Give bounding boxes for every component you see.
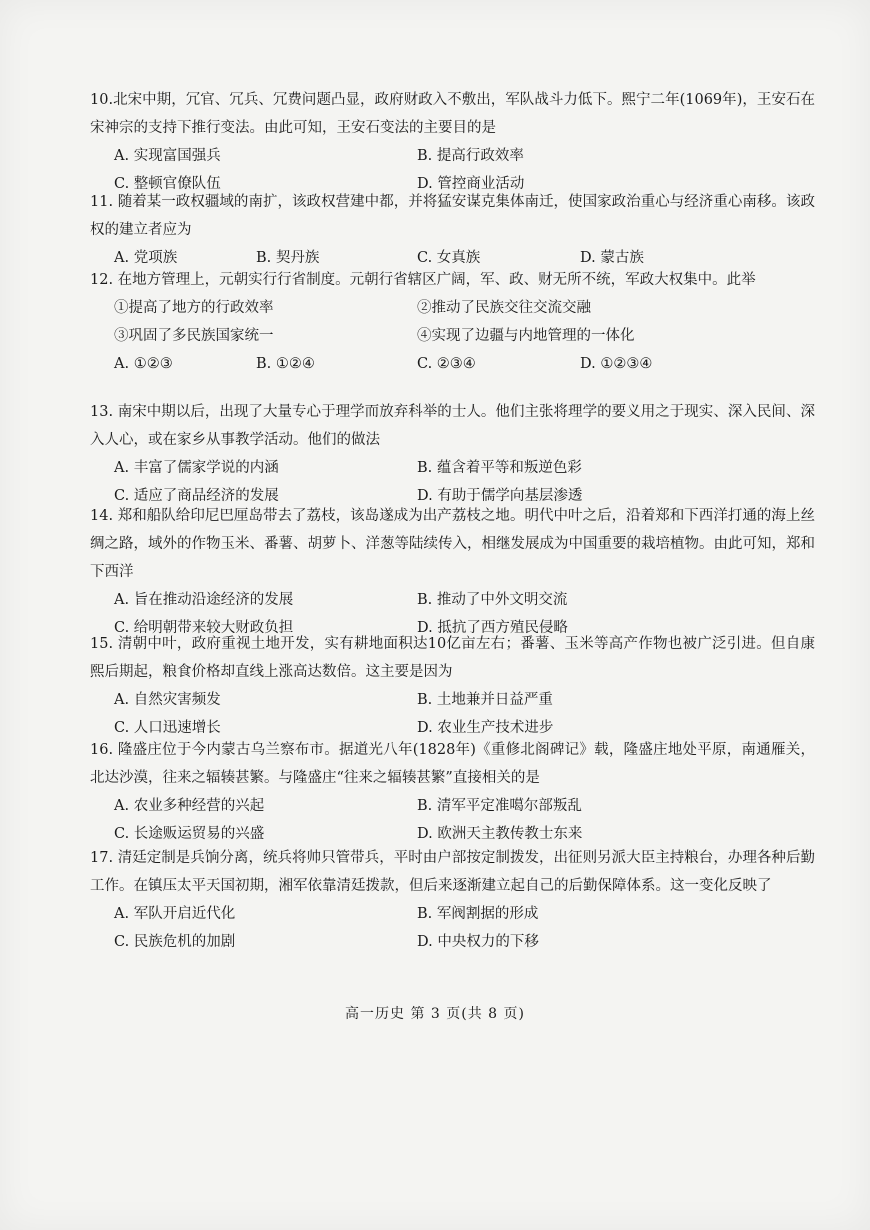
option-b: B. 军阀割据的形成: [417, 906, 539, 922]
option-a: A. 自然灾害频发: [114, 692, 221, 708]
statement-1: ①提高了地方的行政效率: [114, 300, 274, 316]
option-row: [90, 586, 815, 614]
option-row: [90, 792, 815, 820]
option-a: A. 军队开启近代化: [114, 906, 236, 922]
option-c: C. 适应了商品经济的发展: [114, 488, 279, 504]
question-stem: 13. 南宋中期以后，出现了大量专心于理学而放弃科举的士人。他们主张将理学的要义用之于现实、深入民间、深入人心，或在家乡从事教学活动。他们的做法: [90, 404, 815, 448]
question-stem: 14. 郑和船队给印尼巴厘岛带去了荔枝，该岛遂成为出产荔枝之地。明代中叶之后，沿着郑和下西洋打通的海上丝绸之路，域外的作物玉米、番薯、胡萝卜、洋葱等陆续传入，相继发展成为中国重要的栽培植物。由此可知，郑和下西洋: [90, 508, 815, 580]
statement-4: ④实现了边疆与内地管理的一体化: [417, 328, 635, 344]
page-footer: 高一历史 第 3 页(共 8 页): [345, 1006, 525, 1022]
question-stem: 12. 在地方管理上，元朝实行行省制度。元朝行省辖区广阔，军、政、财无所不统，军政大权集中。此举: [90, 272, 756, 288]
option-a: A. 实现富国强兵: [114, 148, 221, 164]
question-10: [90, 86, 815, 198]
option-b: B. 提高行政效率: [417, 148, 524, 164]
statement-3: ③巩固了多民族国家统一: [114, 328, 274, 344]
option-d: D. 中央权力的下移: [417, 934, 539, 950]
option-c: C. 整顿官僚队伍: [114, 176, 221, 192]
question-16: [90, 736, 815, 848]
option-d: D. 农业生产技术进步: [417, 720, 554, 736]
option-d: D. 管控商业活动: [417, 176, 525, 192]
option-a: A. 农业多种经营的兴起: [114, 798, 265, 814]
question-stem: 16. 隆盛庄位于今内蒙古乌兰察布市。据道光八年(1828年)《重修北阁碑记》载，隆盛庄地处平原，南通雁关，北达沙漠，往来之辐辏甚繁。与隆盛庄“往来之辐辏甚繁”直接相关的是: [90, 742, 815, 786]
option-b: B. ①②④: [256, 356, 315, 372]
option-c: C. 给明朝带来较大财政负担: [114, 620, 294, 636]
option-d: D. 有助于儒学向基层渗透: [417, 488, 583, 504]
question-stem: 17. 清廷定制是兵饷分离，统兵将帅只管带兵，平时由户部按定制拨发，出征则另派大臣主持粮台，办理各种后勤工作。在镇压太平天国初期，湘军依靠清廷拨款，但后来逐渐建立起自己的后勤保障体系。这一变化反映了: [90, 850, 815, 894]
question-11: [90, 188, 815, 272]
option-a: A. ①②③: [114, 356, 173, 372]
option-c: C. 长途贩运贸易的兴盛: [114, 826, 265, 842]
option-b: B. 清军平定准噶尔部叛乱: [417, 798, 582, 814]
option-b: B. 土地兼并日益严重: [417, 692, 553, 708]
option-c: C. 民族危机的加剧: [114, 934, 236, 950]
question-12: [90, 266, 815, 378]
option-row: [90, 142, 815, 170]
question-14: [90, 502, 815, 642]
option-row: [90, 928, 815, 956]
option-row: [90, 900, 815, 928]
question-stem: 15. 清朝中叶，政府重视土地开发，实有耕地面积达10亿亩左右；番薯、玉米等高产作物也被广泛引进。但自康熙后期起，粮食价格却直线上涨高达数倍。这主要是因为: [90, 636, 815, 680]
statement-row: [90, 294, 815, 322]
question-stem: 10.北宋中期，冗官、冗兵、冗费问题凸显，政府财政入不敷出，军队战斗力低下。熙宁二年(1069年)，王安石在宋神宗的支持下推行变法。由此可知，王安石变法的主要目的是: [90, 92, 815, 136]
option-c: C. 人口迅速增长: [114, 720, 221, 736]
question-17: [90, 844, 815, 956]
option-row: [90, 350, 815, 378]
option-row: [90, 454, 815, 482]
statement-row: [90, 322, 815, 350]
option-d: D. ①②③④: [580, 356, 653, 372]
option-b: B. 契丹族: [256, 250, 320, 266]
option-d: D. 抵抗了西方殖民侵略: [417, 620, 568, 636]
question-stem: 11. 随着某一政权疆域的南扩，该政权营建中都，并将猛安谋克集体南迁，使国家政治重心与经济重心南移。该政权的建立者应为: [90, 194, 815, 238]
option-a: A. 旨在推动沿途经济的发展: [114, 592, 294, 608]
option-a: A. 丰富了儒家学说的内涵: [114, 460, 279, 476]
option-c: C. ②③④: [417, 356, 476, 372]
option-d: D. 蒙古族: [580, 250, 644, 266]
option-b: B. 推动了中外文明交流: [417, 592, 568, 608]
option-b: B. 蕴含着平等和叛逆色彩: [417, 460, 582, 476]
option-row: [90, 686, 815, 714]
option-d: D. 欧洲天主教传教士东来: [417, 826, 583, 842]
option-c: C. 女真族: [417, 250, 481, 266]
question-13: [90, 398, 815, 510]
statement-2: ②推动了民族交往交流交融: [417, 300, 591, 316]
question-15: [90, 630, 815, 742]
option-a: A. 党项族: [114, 250, 178, 266]
